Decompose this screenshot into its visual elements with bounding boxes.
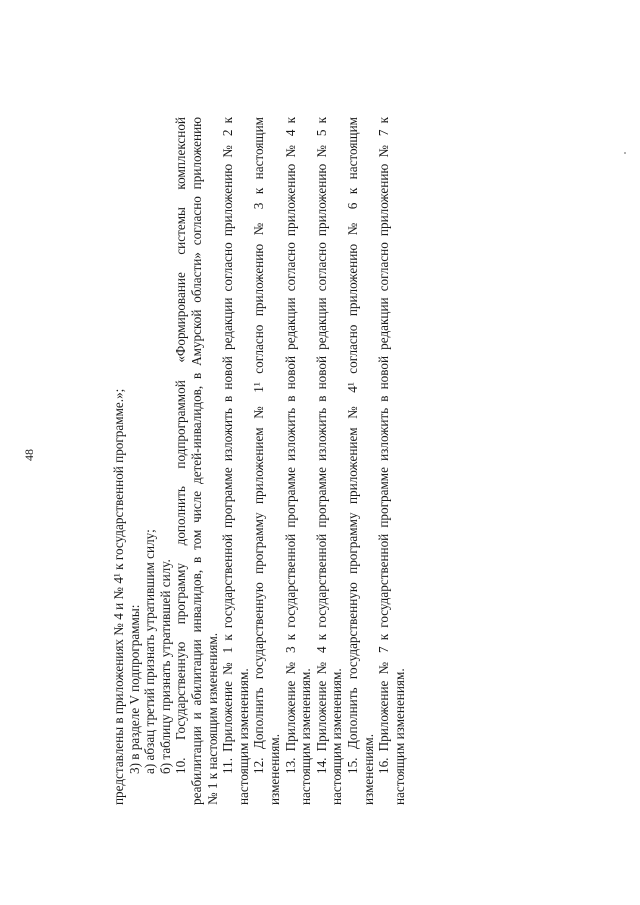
paragraph-line: настоящим изменениям. [391, 668, 407, 805]
paragraph-line: б) таблицу признать утратившей силу. [157, 559, 173, 774]
paragraph-line: 13. Приложение № 3 к государственной программе изложить в новой редакции согласно приложению № 4 к [282, 117, 298, 774]
paragraph-line: № 1 к настоящим изменениям. [204, 632, 220, 805]
paragraph-line: 10. Государственную программу дополнить подпрограммой «Формирование системы комплексной [173, 117, 189, 774]
paragraph-line: а) абзац третий признать утратившим силу; [142, 529, 158, 774]
paragraph-line: 3) в разделе V подпрограммы: [126, 604, 142, 774]
paragraph-line: 11. Приложение № 1 к государственной программе изложить в новой редакции согласно приложению № 2 к [220, 117, 236, 774]
paragraph-line: 14. Приложение № 4 к государственной программе изложить в новой редакции согласно приложению № 5 к [313, 117, 329, 774]
paragraph-line: 15. Дополнить государственную программу приложением № 4¹ согласно приложению № 6 к настоящим [344, 117, 360, 774]
document-body [111, 117, 407, 805]
paragraph-line: изменениям. [266, 733, 282, 805]
paragraph-line: 12. Дополнить государственную программу приложением № 1¹ согласно приложению № 3 к настоящим [251, 117, 267, 774]
paragraph-line: реабилитации и абилитации инвалидов, в том числе детей-инвалидов, в Амурской области» согласно приложению [188, 117, 204, 805]
paragraph-line: представлены в приложениях № 4 и № 4¹ к государственной программе.»; [111, 388, 126, 805]
paragraph-line: настоящим изменениям. [298, 668, 314, 805]
paragraph-line: изменениям. [360, 733, 376, 805]
paragraph-line: настоящим изменениям. [235, 668, 251, 805]
scan-artifact-dot [624, 152, 626, 154]
page-number: 48 [22, 449, 36, 461]
paragraph-line: 16. Приложение № 7 к государственной программе изложить в новой редакции согласно приложению № 7 к [376, 117, 392, 774]
paragraph-line: настоящим изменениям. [329, 668, 345, 805]
